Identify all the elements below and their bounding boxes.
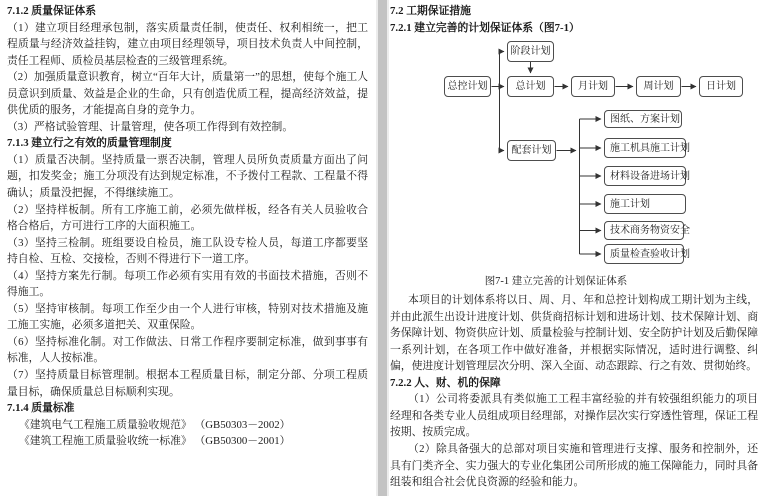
paragraph: （1）质量否决制。坚持质量一票否决制，管理人员所负责质量方面出了问题，扣发奖金；施工分项没有达到规定标准，不予拨付工程款、工程量不得确认；质量没把握，不得继续施工。 [7,153,368,200]
flowchart-node-stage-plan: 阶段计划 [507,41,554,62]
paragraph: （1）公司将委派具有类似施工工程丰富经验的并有较强组织能力的项目经理和各类专业人员组成项目经理部，对操作层次实行穿透性管理，保证工程按期、按质完成。 [390,393,758,439]
paragraph: （2）加强质量意识教育，树立“百年大计，质量第一”的思想，使每个施工人员意识到质量、效益是企业的生命，只有创造优质工程，提高经济效益，提供优质的服务，才能提高自身的竞争力。 [7,71,368,117]
flowchart-node-material-entry-plan: 材料设备进场计划 [604,166,686,186]
flowchart-node-tech-commerce-safety: 技术商务物资安全 [604,221,684,240]
flowchart-connector-lines [390,38,758,270]
flowchart-node-daily-plan: 日计划 [699,76,743,97]
section-heading-7-1-3: 7.1.3 建立行之有效的质量管理制度 [7,137,172,150]
plan-system-flowchart [390,38,758,270]
paragraph: （6）坚持标准化制。对工作做法、日常工作程序要制定标准，做到事事有标准，人人按标准。 [7,335,368,365]
section-heading-7-1-4: 7.1.4 质量标准 [7,402,75,415]
paragraph: （3）严格试验管理、计量管理，使各项工作得到有效控制。 [7,120,294,133]
paragraph: （1）建立项目经理承包制，落实质量责任制，使责任、权利相统一，把工程质量与经济效益挂钩，建立由项目经理领导，项目技术负责人中间控制，责任工程师、质检员基层检查的三级管理系统。 [7,21,368,67]
flowchart-node-supporting-plan: 配套计划 [507,140,556,161]
flowchart-node-weekly-plan: 周计划 [636,76,681,97]
section-heading-7-2-2: 7.2.2 人、财、机的保障 [390,376,501,389]
paragraph: 本项目的计划体系将以日、周、月、年和总控计划构成工期计划为主线，并由此派生出设计进度计划、供货商招标计划和进场计划、技术保障计划、商务保障计划、物资供应计划、质量检验与控制计划、安全防护计划及后勤保障一系列计划，在各项工作中做好准备，并根据实际情况，适时进行调整、纠偏，使进度计划管理层次分明、深入全面、动态跟踪、行之有效、贯彻始终。 [390,294,758,373]
paragraph: （7）坚持质量目标管理制。根据本工程质量目标，制定分部、分项工程质量目标，确保质量总目标顺利实现。 [7,369,368,398]
paragraph: （2）除具备强大的总部对项目实施和管理进行支撑、服务和控制外，还具有门类齐全、实力强大的专业化集团公司所形成的施工保障能力，同时具备组装和组合社会优良资源的经验和能力。 [390,443,758,489]
standard-reference: 《建筑电气工程施工质量验收规范》 （GB50303－2002） [19,418,291,431]
paragraph: （4）坚持方案先行制。每项工作必须有实用有效的书面技术措施，否则不得施工。 [7,269,368,299]
page-right [389,0,760,496]
paragraph: （5）坚持审核制。每项工作至少由一个人进行审核，特别对技术措施及施工施工实施，必须多道把关、双重保险。 [7,302,368,332]
paragraph: （3）坚持三检制。班组要设自检员，施工队设专检人员，每道工序都要坚持自检、互检、交接检，否则不得进行下一道工序。 [7,236,368,266]
flowchart-node-master-control-plan: 总控计划 [444,76,491,97]
section-heading-7-1-2: 7.1.2 质量保证体系 [7,5,97,17]
page-gap-divider [376,0,389,496]
section-heading-7-2: 7.2 工期保证措施 [390,5,471,17]
flowchart-node-total-plan: 总计划 [507,76,554,97]
standard-reference: 《建筑工程施工质量验收统一标准》 （GB50300－2001） [19,435,291,448]
flowchart-node-construction-plan: 施工计划 [604,194,686,214]
paragraph: （2）坚持样板制。所有工序施工前，必须先做样板，经各有关人员验收合格合格后，方可进行工序的大面积施工。 [7,203,368,233]
flowchart-node-machinery-plan: 施工机具施工计划 [604,138,686,158]
flowchart-node-monthly-plan: 月计划 [571,76,615,97]
flowchart-node-quality-inspection-plan: 质量检查验收计划 [604,244,684,264]
section-heading-7-2-1: 7.2.1 建立完善的计划保证体系（图7-1） [390,21,580,34]
page-left [0,0,376,496]
figure-caption: 图7-1 建立完善的计划保证体系 [484,276,628,288]
flowchart-node-drawing-scheme-plan: 图纸、方案计划 [604,110,682,128]
